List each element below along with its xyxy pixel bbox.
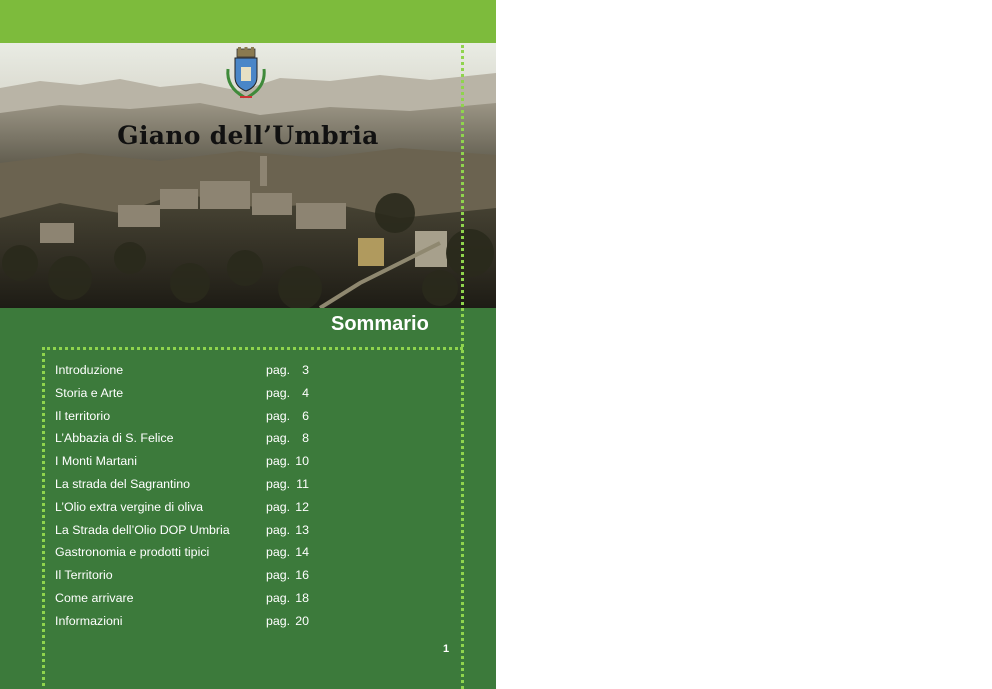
toc-entry-label: L’Abbazia di S. Felice bbox=[55, 431, 174, 446]
page-number: 1 bbox=[443, 643, 450, 655]
toc-entry[interactable] bbox=[55, 589, 325, 612]
toc-entry-label: Come arrivare bbox=[55, 590, 134, 605]
toc-entry-pag: pag. bbox=[266, 499, 291, 514]
toc-entry-pag: pag. bbox=[266, 522, 291, 537]
toc-entry-label: La Strada dell’Olio DOP Umbria bbox=[55, 522, 230, 537]
toc-entry-label: I Monti Martani bbox=[55, 454, 137, 469]
toc-entry[interactable] bbox=[55, 361, 325, 384]
toc-entry[interactable] bbox=[55, 612, 325, 635]
toc-entry-label: Il territorio bbox=[55, 408, 111, 423]
toc-entry-label: Il Territorio bbox=[55, 568, 113, 583]
toc-entry-pag: pag. bbox=[266, 545, 291, 560]
toc-entry-page: 18 bbox=[295, 590, 309, 605]
toc-entry-page: 4 bbox=[302, 385, 309, 400]
toc-entry-page: 16 bbox=[295, 568, 309, 583]
toc-entry-label: La strada del Sagrantino bbox=[55, 476, 191, 491]
toc-entry-page: 8 bbox=[302, 431, 309, 446]
toc-entry[interactable] bbox=[55, 498, 325, 521]
toc-entry-pag: pag. bbox=[266, 568, 291, 583]
table-of-contents bbox=[55, 361, 325, 635]
toc-entry-label: Informazioni bbox=[55, 613, 123, 628]
toc-entry-page: 14 bbox=[295, 545, 309, 560]
toc-entry[interactable] bbox=[55, 475, 325, 498]
toc-entry[interactable] bbox=[55, 452, 325, 475]
top-color-band bbox=[0, 0, 496, 43]
toc-entry[interactable] bbox=[55, 384, 325, 407]
toc-heading: Sommario bbox=[331, 313, 429, 335]
municipal-coat-of-arms-icon bbox=[224, 47, 268, 103]
toc-entry[interactable] bbox=[55, 543, 325, 566]
toc-entry-label: Storia e Arte bbox=[55, 385, 124, 400]
toc-entry-page: 6 bbox=[302, 408, 309, 423]
toc-entry-pag: pag. bbox=[266, 431, 291, 446]
toc-entry-pag: pag. bbox=[266, 454, 291, 469]
toc-entry-page: 11 bbox=[296, 476, 309, 491]
toc-entry-pag: pag. bbox=[266, 476, 291, 491]
toc-entry-pag: pag. bbox=[266, 385, 291, 400]
toc-entry-label: L’Olio extra vergine di oliva bbox=[55, 499, 204, 514]
toc-entry-pag: pag. bbox=[266, 590, 291, 605]
town-title: Giano dell’Umbria bbox=[117, 121, 379, 150]
toc-entry-pag: pag. bbox=[266, 363, 291, 377]
toc-entry-page: 10 bbox=[295, 454, 309, 469]
toc-entry-page: 12 bbox=[295, 499, 309, 514]
toc-entry-page: 13 bbox=[295, 522, 309, 537]
toc-entry-pag: pag. bbox=[266, 613, 291, 628]
toc-entry[interactable] bbox=[55, 521, 325, 544]
toc-entry-pag: pag. bbox=[266, 408, 291, 423]
toc-entry-label: Gastronomia e prodotti tipici bbox=[55, 545, 210, 560]
toc-entry[interactable] bbox=[55, 566, 325, 589]
toc-entry[interactable] bbox=[55, 407, 325, 430]
toc-entry[interactable] bbox=[55, 429, 325, 452]
toc-entry-label: Introduzione bbox=[55, 363, 124, 377]
toc-entry-page: 20 bbox=[295, 613, 309, 628]
toc-entry-page: 3 bbox=[302, 363, 309, 377]
